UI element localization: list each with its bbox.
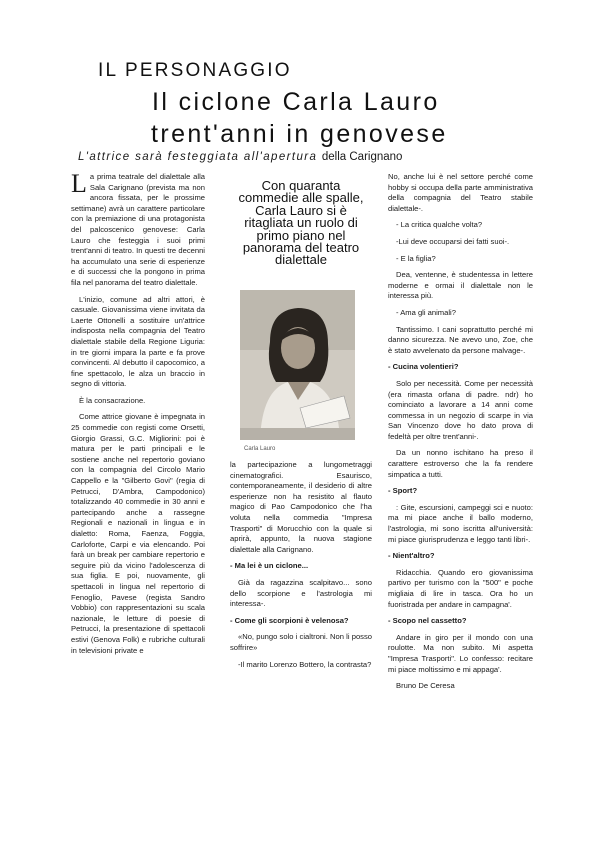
interview-answer: : Gite, escursioni, campeggi sci e nuoto: ma mi piace anche il ballo moderno, l'astrologia, mi sono iscritta all'università: mi piace giurisprudenza e leggo tanti libri-. — [388, 502, 533, 544]
subtitle-main: L'attrice sarà festeggiata all'apertura — [78, 151, 318, 163]
headline-line-2: trent'anni in genovese — [151, 120, 448, 148]
paragraph — [71, 169, 205, 289]
subtitle-tail: della Carignano — [321, 151, 403, 163]
headline-line-1: Il ciclone Carla Lauro — [152, 88, 440, 116]
article-column-1 — [71, 169, 205, 662]
interview-answer: Ridacchia. Quando ero giovanissima partivo per turismo con la "500" e poche migliaia di lire in tasca. Ora ho un fuoristrada per andare in campagna'. — [388, 567, 533, 609]
interview-answer: «No, pungo solo i cialtroni. Non li posso soffrire» — [230, 632, 372, 652]
portrait-image — [240, 290, 355, 440]
interview-answer: -Lui deve occuparsi dei fatti suoi-. — [396, 236, 510, 246]
lead-quote: Con quaranta commedie alle spalle, Carla Lauro si è ritagliata un ruolo di primo piano nel panorama del teatro dialettale — [238, 178, 364, 268]
section-kicker: IL PERSONAGGIO — [98, 60, 292, 81]
interview-question: - La critica qualche volta? — [396, 220, 483, 230]
paragraph: L'inizio, comune ad altri attori, è casuale. Giovanissima viene invitata da Laerte Ottonelli a sostituire un'attrice indisposta nella compagnia del Teatro dialettale stabile della Regione Liguria: in tre giorni impara la parte e fa prove convincenti. Al debutto il capocomico, a fine spettacolo, le alza un braccio in segno di vittoria. — [71, 294, 205, 389]
interview-question: - Come gli scorpioni è velenosa? — [230, 615, 349, 625]
interview-question: - E la figlia? — [396, 253, 436, 263]
interview-question: - Ma lei è un ciclone... — [230, 561, 309, 571]
paragraph: Come attrice giovane è impegnata in 25 commedie con registi come Orsetti, Giorgio Grassi, G.C. Migliorini: poi è matura per le parti principali e le sostiene anche nel repertorio goviano con la compagnia del Circolo Mario Cappello e la "Gilberto Govi" (regia di Petrucci, D'Ambra, Campodonico) totalizzando 40 commedie in 30 anni e partecipando anche a rassegne Regionali e nazionali in lingua e in dialetto: Roma, Faenza, Foggia, Carloforte, Carpi e via elencando. Poi farà un break per cambiare repertorio e seguire più da vicino l'adolescenza di sua figlia. E poi, nuovamente, gli spettacoli in lingua nel repertorio di Fenoglio, Pavese (regista Sandro Vobbio) con rappresentazioni su scala nazionale, le letture di poesie di Petrucci, la presentazione di spettacoli estivi (Genova Folk) e rubriche culturali in televisioni private e — [71, 412, 205, 655]
interview-answer: Andare in giro per il mondo con una roulotte. Ma non subito. Mi aspetta "Impresa Trasporti". Lo confesso: recitare mi piace moltissimo e mi appaga'. — [388, 632, 533, 674]
interview-answer: Dea, ventenne, è studentessa in lettere moderne e ormai il dialettale non le interessa più. — [388, 270, 533, 301]
interview-answer: Già da ragazzina scalpitavo... sono dello scorpione e l'astrologia mi interessa-. — [230, 577, 372, 609]
interview-answer: Tantissimo. I cani soprattutto perché mi danno sicurezza. Ne avevo uno, Zoe, che è stato avvelenato da persone malvage-. — [388, 324, 533, 355]
drop-cap: L — [71, 169, 87, 198]
author-signature: Bruno De Ceresa — [396, 681, 455, 691]
paragraph: la partecipazione a lungometraggi cinematografici. Esaurisco, contemporaneamente, il desiderio di altre esperienze non ha resistito al flauto magico di Pao Campodonico che l'ha voluta nella commedia "Impresa Trasporti" di Morucchio con la quale si aprirà, appunto, la nuova stagione dialettale alla Carignano. — [230, 460, 372, 554]
interview-question: - Cucina volentieri? — [388, 362, 459, 372]
article-column-3 — [388, 172, 533, 698]
interview-question: - Nient'altro? — [388, 551, 435, 561]
paragraph: Da un nonno ischitano ha preso il carattere estroverso che la fa rendere simpatica a tutti. — [388, 448, 533, 479]
interview-answer: Solo per necessità. Come per necessità (era rimasta orfana di padre. ndr) ho cominciato a lavorare a 14 anni come commessa in un negozio di scarpe in via San Vincenzo dove ho dato prova di fedeltà per oltre trent'anni-. — [388, 378, 533, 441]
portrait-photo — [240, 290, 355, 440]
interview-question: - Sport? — [388, 486, 418, 496]
interview-answer: -Il marito Lorenzo Bottero, la contrasta? — [238, 659, 372, 669]
paragraph-text: a prima teatrale del dialettale alla Sala Carignano (prevista ma non ancora fissata, per le prossime settimane) avrà un carattere particolare con la premiazione di una protagonista del palcoscenico genovese: Carla Lauro che festeggia i suoi primi trent'anni di teatro. In questi tre decenni ha accumulato una serie di esperienze e di successi che la pongono in prima fila nel panorama del teatro dialettale. — [71, 172, 205, 287]
interview-answer: No, anche lui è nel settore perché come hobby si occupa della parte amministrativa della compagnia del Teatro stabile dialettale-. — [388, 172, 533, 213]
interview-question: - Ama gli animali? — [396, 307, 456, 317]
subtitle — [78, 151, 402, 163]
interview-question: - Scopo nel cassetto? — [388, 616, 467, 626]
article-column-2 — [230, 460, 372, 676]
photo-caption: Carla Lauro — [244, 446, 276, 452]
paragraph: È la consacrazione. — [79, 395, 146, 405]
